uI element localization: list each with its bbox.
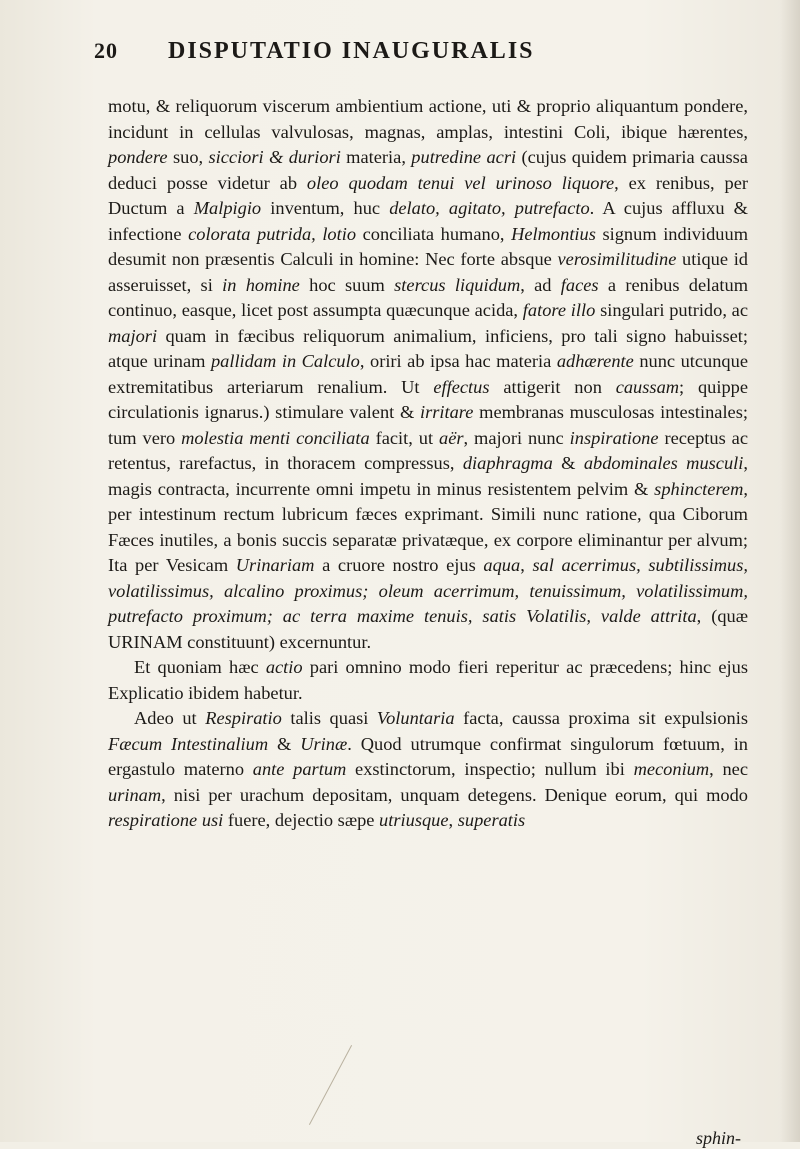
italic-run: stercus liquidum bbox=[394, 274, 521, 295]
text-run: signum individuum desumit non præsentis Calculi in homine: Nec forte absque bbox=[108, 223, 748, 269]
page-edge-shadow bbox=[780, 0, 800, 1142]
italic-run: fatore illo bbox=[522, 300, 596, 320]
italic-run: superatis bbox=[457, 810, 526, 830]
text-run: attigerit non bbox=[489, 376, 616, 397]
text-run: motu, & reliquorum viscerum ambientium actione, uti & proprio aliquantum pondere, incidunt in cellulas valvulosas, magnas, amplas, intestini Coli, ibique hærentes, bbox=[108, 96, 748, 142]
text-run: , majori nunc bbox=[463, 427, 570, 448]
text-run: receptus ac retentus, rarefactus, in thoracem compressus, bbox=[108, 427, 748, 473]
italic-run: sal acerrimus, subtilissimus, volatilissimus, alcalino proximus; oleum acerrimum, tenuissimum, volatilissimum, putrefacto proximum; ac terra maxime tenuis, satis Volatilis, valde attrita bbox=[108, 555, 748, 626]
text-run: facit, ut bbox=[369, 427, 440, 448]
text-run: suo, bbox=[167, 147, 209, 167]
body-text bbox=[108, 94, 748, 834]
italic-run: utriusque bbox=[379, 810, 449, 830]
italic-run: Helmontius bbox=[511, 223, 596, 244]
italic-run: meconium bbox=[633, 759, 710, 779]
italic-run: Respiratio bbox=[205, 708, 282, 728]
page-number: 20 bbox=[94, 38, 118, 63]
italic-run: irritare bbox=[419, 402, 474, 422]
text-run: , bbox=[520, 555, 533, 575]
text-run: hoc suum bbox=[299, 274, 395, 295]
paragraph bbox=[108, 706, 748, 834]
italic-run: oleo quodam tenui vel urinoso liquore bbox=[306, 172, 615, 193]
text-run: , per intestinum rectum lubricum fæces exprimant. Simili nunc ratione, qua Ciborum Fæces inutiles, a bonis succis separatæ privatæque, ex corpore eliminantur per alvum; Ita per Vesicam bbox=[108, 478, 748, 575]
text-run: membranas musculosas intestinales; tum vero bbox=[108, 402, 748, 448]
italic-run: Urinæ bbox=[300, 733, 348, 754]
text-run: , magis contracta, incurrente omni impetu in minus resistentem pelvim & bbox=[108, 453, 748, 499]
italic-run: Fæcum Intestinalium bbox=[108, 733, 269, 754]
text-run: quam in fæcibus reliquorum animalium, inficiens, pro tali signo habuisset; atque urinam bbox=[108, 325, 748, 371]
text-run: (cujus quidem primaria caussa deduci posse videtur ab bbox=[108, 147, 748, 193]
text-run: , ad bbox=[520, 274, 561, 295]
italic-run: inspiratione bbox=[569, 427, 659, 448]
text-run: inventum, huc bbox=[261, 198, 390, 218]
text-run: talis quasi bbox=[281, 708, 377, 728]
italic-run: abdominales musculi bbox=[583, 453, 744, 473]
text-run: a cruore nostro ejus bbox=[314, 555, 484, 575]
italic-run: in homine bbox=[222, 274, 300, 295]
italic-run: molestia menti conciliata bbox=[181, 427, 370, 448]
text-run: nunc utcunque extremitatibus arteriarum renalium. Ut bbox=[108, 351, 748, 397]
italic-run: aqua bbox=[483, 555, 521, 575]
running-title: DISPUTATIO INAUGURALIS bbox=[168, 38, 535, 64]
italic-run: majori bbox=[108, 325, 158, 346]
italic-run: putredine acri bbox=[411, 147, 517, 167]
page-header bbox=[94, 38, 744, 78]
text-run: , bbox=[448, 810, 458, 830]
text-run: materia, bbox=[340, 147, 412, 167]
italic-run: respiratione usi bbox=[108, 810, 224, 830]
text-run: , nec bbox=[709, 759, 749, 779]
italic-run: effectus bbox=[433, 376, 490, 397]
text-run: facta, caussa proxima sit expulsionis bbox=[454, 708, 749, 728]
italic-run: verosimilitudine bbox=[557, 249, 677, 269]
italic-run: Malpigio bbox=[193, 198, 262, 218]
text-run: Adeo ut bbox=[134, 708, 206, 728]
text-run: singulari putrido, ac bbox=[595, 300, 748, 320]
italic-run: delato, agitato, putrefacto bbox=[389, 198, 590, 218]
text-run: & bbox=[552, 453, 584, 473]
text-run: conciliata humano, bbox=[356, 223, 512, 244]
italic-run: sphincterem bbox=[654, 478, 744, 499]
text-run: , (quæ URINAM constituunt) excernuntur. bbox=[108, 606, 748, 652]
text-run: . A cujus affluxu & infectione bbox=[108, 198, 748, 244]
italic-run: urinam bbox=[108, 784, 162, 805]
paragraph bbox=[108, 94, 748, 655]
italic-run: pondere bbox=[108, 147, 168, 167]
italic-run: Urinariam bbox=[235, 555, 315, 575]
text-run: fuere, dejectio sæpe bbox=[223, 810, 380, 830]
italic-run: adhærente bbox=[556, 351, 634, 371]
text-run: exstinctorum, inspectio; nullum ibi bbox=[346, 759, 634, 779]
text-run: . Quod utrumque confirmat singulorum fœtuum, in ergastulo materno bbox=[108, 733, 748, 779]
paragraph bbox=[108, 655, 748, 706]
text-run: & bbox=[268, 733, 301, 754]
catchword: sphin- bbox=[696, 1128, 741, 1148]
text-run: a renibus delatum continuo, easque, licet post assumpta quæcunque acida, bbox=[108, 274, 749, 320]
text-run: ; quippe circulationis ignarus.) stimulare valent & bbox=[108, 376, 749, 422]
stray-pen-mark bbox=[309, 1045, 352, 1125]
italic-run: caussam bbox=[615, 376, 680, 397]
text-run: utique id asseruisset, si bbox=[108, 249, 748, 295]
italic-run: sicciori & duriori bbox=[208, 147, 341, 167]
text-run: pari omnino modo fieri reperitur ac præcedens; hinc ejus Explicatio ibidem habetur. bbox=[108, 657, 748, 703]
italic-run: pallidam in Calculo bbox=[210, 351, 360, 371]
text-run: , oriri ab ipsa hac materia bbox=[359, 351, 557, 371]
italic-run: actio bbox=[265, 657, 303, 677]
text-run: Et quoniam hæc bbox=[134, 657, 266, 677]
italic-run: faces bbox=[560, 274, 599, 295]
italic-run: ante partum bbox=[252, 759, 347, 779]
text-run: , ex renibus, per Ductum a bbox=[108, 172, 748, 218]
italic-run: diaphragma bbox=[462, 453, 553, 473]
text-run: , nisi per urachum depositam, unquam detegens. Denique eorum, qui modo bbox=[161, 784, 748, 805]
italic-run: colorata putrida, lotio bbox=[188, 223, 357, 244]
italic-run: Voluntaria bbox=[376, 708, 455, 728]
italic-run: aër bbox=[439, 427, 464, 448]
